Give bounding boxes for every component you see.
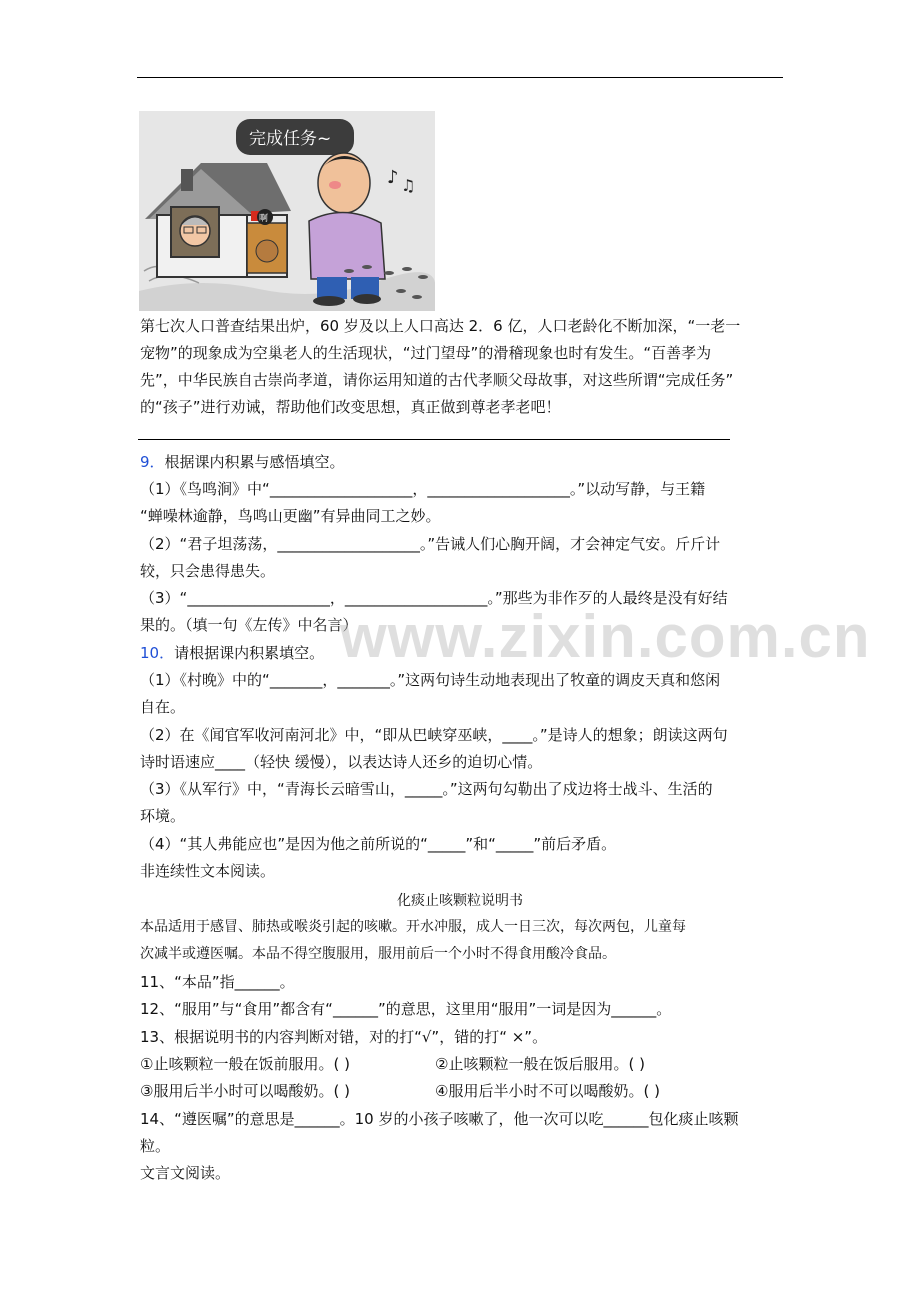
question-10-number: 10． (140, 644, 175, 662)
bubble-text: 完成任务~ (249, 129, 332, 149)
header-rule (137, 77, 783, 78)
q10-item-3-line-1: （3）《从军行》中，“青海长云暗雪山，_____。”这两句勾勒出了戍边将士战斗、生活的 (140, 780, 713, 798)
manual-line-1: 本品适用于感冒、肺热或喉炎引起的咳嗽。开水冲服，成人一日三次，每次两包，儿童每 (140, 919, 686, 935)
q13-option-2: ②止咳颗粒一般在饭后服用。( ) (435, 1055, 645, 1073)
question-10-stem (140, 640, 324, 667)
manual-title: 化痰止咳颗粒说明书 (397, 893, 523, 909)
q10-item-1-line-2: 自在。 (140, 698, 186, 716)
question-9-stem (140, 449, 345, 476)
answer-line[interactable] (138, 439, 730, 440)
q9-item-1-line-1: （1）《鸟鸣涧》中“___________________，___________________。”以动写静，与王籍 (140, 480, 706, 498)
question-12: 12、“服用”与“食用”都含有“______”的意思，这里用“服用”一词是因为______。 (140, 1000, 672, 1018)
svg-text:♫: ♫ (401, 176, 416, 195)
q9-item-3-line-2: 果的。（填一句《左传》中名言） (140, 616, 358, 634)
section-nonlinear-heading: 非连续性文本阅读。 (140, 862, 276, 880)
q13-option-1: ①止咳颗粒一般在饭前服用。( ) (140, 1055, 350, 1073)
cartoon-illustration (139, 111, 435, 311)
essay-prompt-line-4: 的“孩子”进行劝诫，帮助他们改变思想，真正做到尊老孝老吧！ (140, 398, 561, 416)
svg-text:♪: ♪ (387, 167, 399, 188)
watermark: www.zixin.com.cn (340, 603, 871, 670)
q9-item-2-line-1: （2）“君子坦荡荡，___________________。”告诫人们心胸开阔，才会神定气安。斤斤计 (140, 535, 721, 553)
manual-line-2: 次减半或遵医嘱。本品不得空腹服用，服用前后一个小时不得食用酸冷食品。 (140, 946, 616, 962)
question-11: 11、“本品”指______。 (140, 973, 295, 991)
question-14-line-1: 14、“遵医嘱”的意思是______。10 岁的小孩子咳嗽了，他一次可以吃______包化痰止咳颗 (140, 1110, 739, 1128)
essay-prompt-line-2: 宠物”的现象成为空巢老人的生活现状，“过门望母”的滑稽现象也时有发生。“百善孝为 (140, 344, 712, 362)
q13-option-3: ③服用后半小时可以喝酸奶。( ) (140, 1082, 350, 1100)
q10-item-2-line-2: 诗时语速应____（轻快 缓慢），以表达诗人还乡的迫切心情。 (140, 753, 543, 771)
q9-item-3-line-1: （3）“___________________，___________________。”那些为非作歹的人最终是没有好结 (140, 589, 728, 607)
question-13-stem: 13、根据说明书的内容判断对错，对的打“√”，错的打“ ×”。 (140, 1028, 548, 1046)
q10-item-2-line-1: （2）在《闻官军收河南河北》中，“即从巴峡穿巫峡，____。”是诗人的想象；朗读这两句 (140, 726, 728, 744)
q10-item-3-line-2: 环境。 (140, 807, 186, 825)
section-classical-heading: 文言文阅读。 (140, 1164, 231, 1182)
essay-prompt-line-1: 第七次人口普查结果出炉，60 岁及以上人口高达 2．6 亿，人口老龄化不断加深，“一老一 (140, 317, 741, 335)
q13-option-4: ④服用后半小时不可以喝酸奶。( ) (435, 1082, 660, 1100)
sign-text: 啊 (259, 214, 269, 224)
essay-prompt-line-3: 先”，中华民族自古崇尚孝道，请你运用知道的古代孝顺父母故事，对这些所谓“完成任务” (140, 371, 734, 389)
question-10-text: 请根据课内积累填空。 (174, 644, 325, 662)
q9-item-2-line-2: 较，只会患得患失。 (140, 562, 276, 580)
question-14-line-2: 粒。 (140, 1137, 171, 1155)
question-9-number: 9． (140, 453, 165, 471)
question-9-text: 根据课内积累与感悟填空。 (164, 453, 345, 471)
q10-item-4: （4）“其人弗能应也”是因为他之前所说的“_____”和“_____”前后矛盾。 (140, 835, 617, 853)
q10-item-1-line-1: （1）《村晚》中的“_______，_______。”这两句诗生动地表现出了牧童的调皮天真和悠闲 (140, 671, 721, 689)
q9-item-1-line-2: “蝉噪林逾静，鸟鸣山更幽”有异曲同工之妙。 (140, 507, 441, 525)
